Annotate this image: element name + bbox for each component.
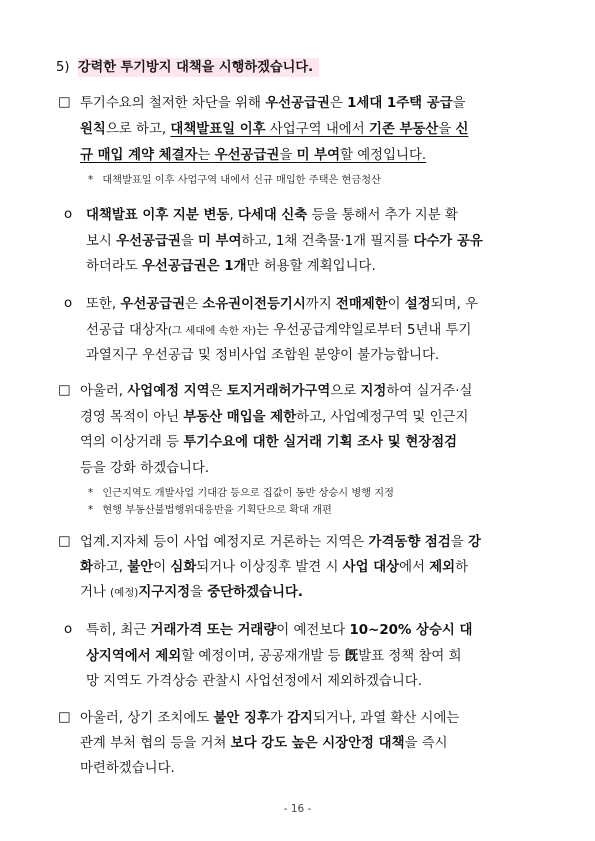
text: 투기수요에 대한 실거래 기획 조사 및 현장점검 (183, 435, 458, 450)
text: 상지역에서 제외 (86, 649, 182, 664)
block4-line4: 등을 강화 하겠습니다. (80, 461, 210, 476)
text: 지구지정 (138, 585, 191, 600)
text: 할 예정입니다. (340, 148, 427, 163)
text: 관계 부처 협의 등을 거쳐 (80, 736, 231, 751)
text: 되거나 이상징후 발견 시 (196, 560, 343, 575)
block5-line2 (80, 559, 468, 577)
text: 투기수요의 철저한 차단을 위해 (80, 96, 266, 111)
text: 사업구역 내에서 (265, 122, 369, 137)
text: 되거나, 과열 확산 시에는 (312, 711, 460, 726)
block5-line3 (80, 584, 303, 602)
block4-footnote-1 (88, 487, 394, 501)
section-heading (56, 56, 319, 75)
text: (예정) (110, 587, 139, 599)
section-number: 5) (56, 60, 70, 75)
text: 특히, 최근 (86, 623, 151, 638)
block4-line3 (80, 434, 457, 452)
text: 또한, (86, 297, 121, 312)
square-bullet: □ (58, 383, 71, 398)
text: 규 매입 계약 체결자 (80, 148, 198, 163)
square-bullet: □ (58, 534, 71, 549)
block1-line3 (80, 147, 426, 165)
text: 인근지역도 개발사업 기대감 등으로 집값이 동반 상승시 병행 지정 (102, 488, 394, 499)
text: 거래가격 또는 거래량 (150, 623, 277, 638)
block3-line2 (86, 322, 471, 340)
text: 심화 (170, 560, 197, 575)
block6-line1 (86, 622, 472, 640)
text: 까지 (305, 297, 336, 312)
text: 우선공급권 (116, 234, 181, 249)
text: 보다 강도 높은 시장안정 대책 (230, 736, 405, 751)
text: 은 (209, 384, 227, 399)
text: 신 (455, 122, 469, 137)
text: 기존 부동산 (368, 122, 439, 137)
text: 되며, 우 (430, 297, 479, 312)
text: 을 (279, 148, 297, 163)
text: 지정 (360, 384, 387, 399)
square-bullet: □ (58, 95, 71, 110)
text: 역의 이상거래 등 (80, 435, 184, 450)
text: 을 즉시 (404, 736, 448, 751)
text: 다세대 신축 (237, 208, 308, 223)
text: 는 우선공급계약일로부터 5년내 투기 (256, 323, 472, 338)
block1-line1 (80, 95, 466, 113)
text: 선공급 대상자 (86, 323, 168, 338)
section-title: 강력한 투기방지 대책을 시행하겠습니다. (78, 58, 319, 77)
text: 우선공급권 (265, 96, 330, 111)
text: 대책발표일 이후 (170, 122, 266, 137)
text: 부동산 매입을 제한 (183, 410, 297, 425)
text: 우선공급권은 1개 (142, 259, 247, 274)
text: 거나 (80, 585, 111, 600)
text: (그 세대에 속한 자) (167, 325, 257, 337)
text: 이 (387, 297, 405, 312)
text: 아울러, 상기 조치에도 (80, 711, 214, 726)
text: 는 (197, 148, 215, 163)
text: 불안 (127, 560, 154, 575)
page-number: - 16 - (283, 803, 312, 815)
text: 우선공급권 (214, 148, 280, 163)
text: 토지거래허가구역 (226, 384, 331, 399)
text: 설정 (404, 297, 431, 312)
text: 중단하겠습니다. (207, 585, 303, 600)
text: 으로 (330, 384, 361, 399)
text: 을 (438, 122, 456, 137)
text: 하고, 1채 건축물·1개 필지를 (241, 234, 414, 249)
block7-line3: 마련하겠습니다. (80, 761, 175, 776)
text: 에서 (399, 560, 430, 575)
text: 현행 부동산불법행위대응반을 기획단으로 확대 개편 (102, 505, 332, 516)
text: 소유권이전등기시 (202, 297, 306, 312)
block1-line2 (80, 121, 468, 139)
block6-line2 (86, 648, 462, 666)
text: 경영 목적이 아닌 (80, 410, 184, 425)
text: 사업예정 지역 (127, 384, 210, 399)
asterisk-mark: * (88, 488, 94, 499)
text: 은 (329, 96, 348, 111)
text: 旣 (344, 649, 359, 664)
text: 전매제한 (335, 297, 388, 312)
asterisk-mark: * (88, 505, 94, 516)
text: 강 (468, 535, 481, 550)
circle-bullet: ο (64, 207, 73, 222)
block3-line1 (86, 296, 478, 314)
text: 할 예정이며, 공공재개발 등 (181, 649, 345, 664)
text: 대책발표 이후 지분 변동 (86, 208, 230, 223)
text: 감지 (287, 711, 313, 726)
text: 발표 정책 참여 희 (358, 649, 462, 664)
block3-line3: 과열지구 우선공급 및 정비사업 조합원 분양이 불가능합니다. (86, 348, 440, 363)
text: 하고, 사업예정구역 및 인근지 (296, 410, 469, 425)
text: 은 (185, 297, 203, 312)
text: 우선공급권 (120, 297, 186, 312)
text: 을 (452, 96, 466, 111)
block2-line3 (86, 258, 376, 276)
block4-footnote-2 (88, 504, 332, 518)
text: 사업 대상 (342, 560, 400, 575)
text: 등을 통해서 추가 지분 확 (307, 208, 458, 223)
circle-bullet: ο (64, 622, 73, 637)
text: 10~20% 상승시 대 (349, 623, 473, 638)
block1-footnote (88, 174, 381, 188)
text: 다수가 공유 (413, 234, 483, 249)
text: 원칙 (80, 122, 106, 137)
circle-bullet: ο (64, 296, 73, 311)
text: 제외 (429, 560, 456, 575)
text: 가 (269, 711, 288, 726)
asterisk-mark: * (88, 175, 94, 186)
text: 보시 (86, 234, 117, 249)
text: 이 (153, 560, 171, 575)
text: 하고, (92, 560, 128, 575)
text: , (229, 208, 238, 223)
text: 하여 실거주·실 (386, 384, 473, 399)
text: 가격동향 점검 (368, 535, 451, 550)
block5-line1 (80, 534, 481, 552)
text: 을 (190, 585, 208, 600)
text: 만 허용할 계획입니다. (246, 259, 376, 274)
text: 미 부여 (198, 234, 242, 249)
text: 대책발표일 이후 사업구역 내에서 신규 매입한 주택은 현금청산 (102, 175, 381, 186)
text: 을 (180, 234, 199, 249)
text: 화 (80, 560, 93, 575)
block2-line1 (86, 207, 458, 225)
block4-line1 (80, 383, 472, 401)
text: 하 (455, 560, 469, 575)
text: 이 예전보다 (276, 623, 350, 638)
block6-line3: 망 지역도 가격상승 관찰시 사업선정에서 제외하겠습니다. (86, 674, 422, 689)
text: 불안 징후 (213, 711, 270, 726)
square-bullet: □ (58, 710, 71, 725)
text: 을 (450, 535, 468, 550)
block7-line2 (80, 735, 448, 753)
text: 으로 하고, (105, 122, 171, 137)
text: 1세대 1주택 공급 (347, 96, 453, 111)
text: 업계.지자체 등이 사업 예정지로 거론하는 지역은 (80, 535, 369, 550)
block2-line2 (86, 233, 483, 251)
block7-line1 (80, 710, 459, 728)
text: 하더라도 (86, 259, 142, 274)
text: 미 부여 (296, 148, 341, 163)
block4-line2 (80, 409, 468, 427)
text: 아울러, (80, 384, 128, 399)
